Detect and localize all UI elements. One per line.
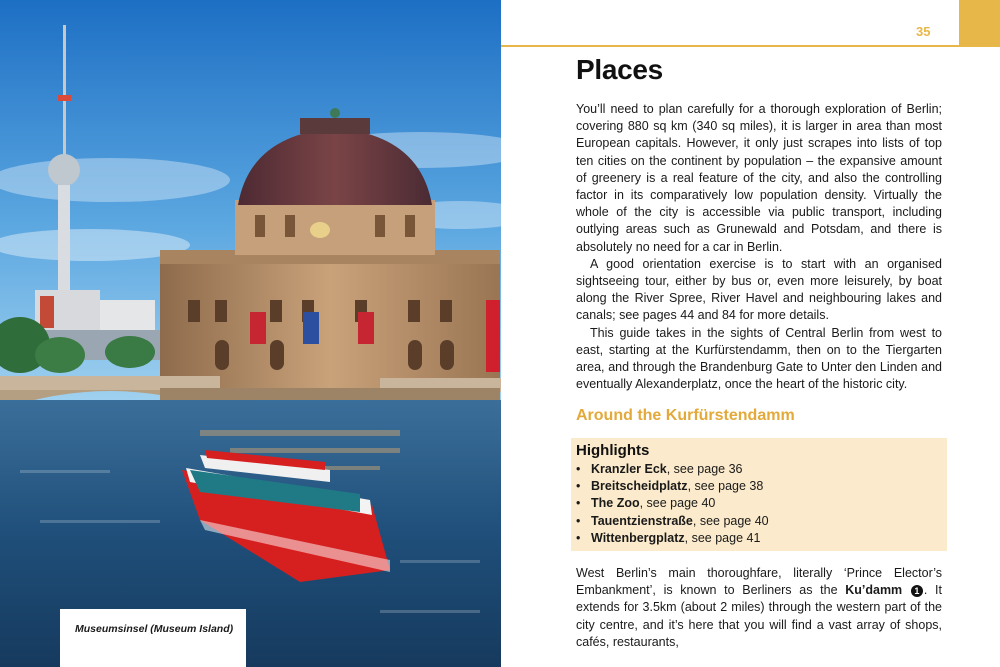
page-tab xyxy=(959,0,1000,47)
highlight-name: Kranzler Eck xyxy=(591,462,667,476)
page-number: 35 xyxy=(916,24,931,39)
photo-caption-box xyxy=(60,609,246,667)
map-marker-icon: 1 xyxy=(911,585,923,597)
highlight-ref: , see page 36 xyxy=(666,462,743,476)
highlight-item xyxy=(576,513,947,530)
highlight-name: The Zoo xyxy=(591,496,640,511)
kudamm-paragraph xyxy=(576,565,942,651)
highlight-ref: , see page 40 xyxy=(692,513,769,528)
kudamm-text-before: West Berlin’s main thoroughfare, literally ‘Prince Elector’s Embankment’, is known to Berliners as the xyxy=(576,566,942,598)
page-title: Places xyxy=(576,54,663,85)
intro-paragraph-2: A good orientation exercise is to start with an organised sightseeing tour, either by bus or, even more leisurely, by boat along the River Spree, River Havel and neighbouring lakes and canals; see pages 44 and 84 for more details. xyxy=(576,256,942,323)
intro-text xyxy=(576,101,942,393)
highlight-ref: , see page 38 xyxy=(687,479,764,494)
highlights-list xyxy=(576,461,947,547)
highlight-item xyxy=(576,530,947,547)
intro-paragraph-3: This guide takes in the sights of Central Berlin from west to east, starting at the Kurfürstendamm, then on to the Tiergarten area, and through the Brandenburg Gate to Unter den Linden and eventually Alexanderplatz, once the heart of the historic city. xyxy=(576,325,942,392)
kudamm-text-after: . It extends for 3.5km (about 2 miles) through the western part of the city centre, and it’s here that you will find a vast array of shops, cafés, restaurants, xyxy=(576,583,942,649)
header-rule xyxy=(501,45,959,47)
photo-caption: Museumsinsel (Museum Island) xyxy=(75,623,234,635)
highlight-ref: , see page 40 xyxy=(639,496,716,511)
highlight-name: Wittenbergplatz xyxy=(591,530,685,545)
highlights-heading: Highlights xyxy=(576,442,650,459)
highlight-item xyxy=(576,478,947,495)
highlight-name: Tauentzienstraße xyxy=(591,513,693,528)
highlight-name: Breitscheidplatz xyxy=(591,479,688,494)
kudamm-bold: Ku’damm xyxy=(845,583,903,598)
highlight-item xyxy=(576,495,947,512)
section-heading: Around the Kurfürstendamm xyxy=(576,407,795,424)
highlight-item xyxy=(576,461,947,478)
highlights-box xyxy=(571,438,947,551)
highlight-ref: , see page 41 xyxy=(684,530,761,545)
intro-paragraph-1: You’ll need to plan carefully for a thorough exploration of Berlin; covering 880 sq km (340 sq miles), it is larger in area than most European capitals. However, it only just scrapes into lists of top ten cities on the continent by population – the expansive amount of greenery is a real feature of the city, and also the controlling factor in its comparatively low population density. Virtually the whole of the city is accessible via public transport, including outlying areas such as Grunewald and Potsdam, and there is absolutely no need for a car in Berlin. xyxy=(576,102,942,254)
